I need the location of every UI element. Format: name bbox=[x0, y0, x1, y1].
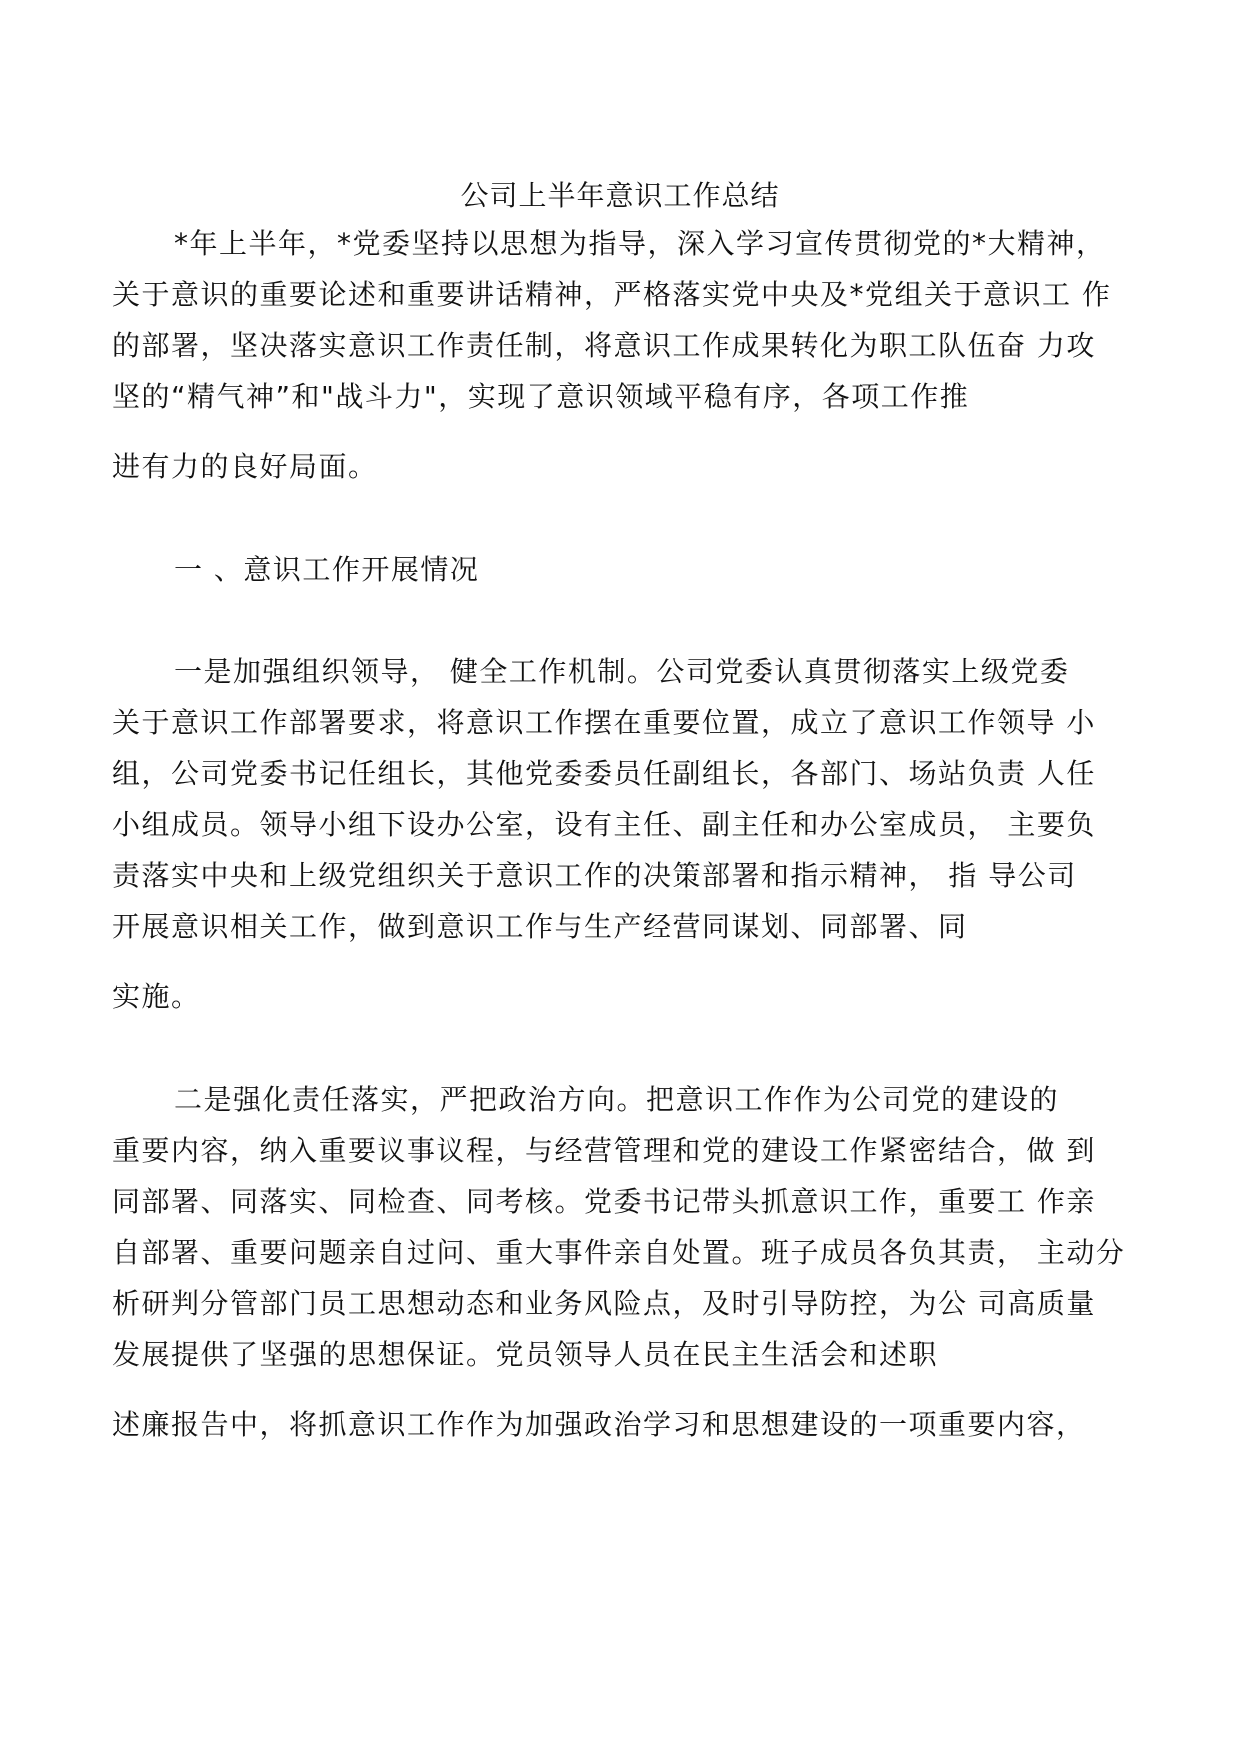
paragraph2-line-3: 同部署、同落实、同检查、同考核。党委书记带头抓意识工作，重要工 作亲 bbox=[112, 1185, 1096, 1218]
paragraph2-line-4: 自部署、重要问题亲自过问、重大事件亲自处置。班子成员各负其责， 主动分 bbox=[112, 1236, 1126, 1269]
paragraph2-line-6: 发展提供了坚强的思想保证。党员领导人员在民主生活会和述职 bbox=[112, 1338, 939, 1371]
intro-line-2: 关于意识的重要论述和重要讲话精神，严格落实党中央及*党组关于意识工 作 bbox=[112, 278, 1112, 311]
intro-line-5: 进有力的良好局面。 bbox=[112, 450, 378, 483]
paragraph2-line-5: 析研判分管部门员工思想动态和业务风险点，及时引导防控，为公 司高质量 bbox=[112, 1287, 1096, 1320]
paragraph1-line-2: 关于意识工作部署要求，将意识工作摆在重要位置，成立了意识工作领导 小 bbox=[112, 706, 1096, 739]
document-title: 公司上半年意识工作总结 bbox=[460, 179, 780, 212]
paragraph2-line-1: 二是强化责任落实，严把政治方向。把意识工作作为公司党的建设的 bbox=[174, 1083, 1060, 1116]
paragraph1-line-7: 实施。 bbox=[112, 980, 201, 1013]
paragraph1-line-5: 责落实中央和上级党组织关于意识工作的决策部署和指示精神， 指 导公司 bbox=[112, 859, 1077, 892]
intro-line-1: *年上半年，*党委坚持以思想为指导，深入学习宣传贯彻党的*大精神， bbox=[174, 227, 1106, 260]
section-heading: 一 、意识工作开展情况 bbox=[174, 553, 480, 586]
paragraph1-line-4: 小组成员。领导小组下设办公室，设有主任、副主任和办公室成员， 主要负 bbox=[112, 808, 1096, 841]
paragraph2-line-7: 述廉报告中，将抓意识工作作为加强政治学习和思想建设的一项重要内容， bbox=[112, 1408, 1086, 1441]
paragraph1-line-1: 一是加强组织领导， 健全工作机制。公司党委认真贯彻落实上级党委 bbox=[174, 655, 1070, 688]
intro-line-3: 的部署，坚决落实意识工作责任制，将意识工作成果转化为职工队伍奋 力攻 bbox=[112, 329, 1096, 362]
paragraph2-line-2: 重要内容，纳入重要议事议程，与经营管理和党的建设工作紧密结合，做 到 bbox=[112, 1134, 1096, 1167]
paragraph1-line-6: 开展意识相关工作，做到意识工作与生产经营同谋划、同部署、同 bbox=[112, 910, 968, 943]
intro-line-4: 坚的“精气神”和"战斗力"，实现了意识领域平稳有序，各项工作推 bbox=[112, 380, 970, 413]
paragraph1-line-3: 组，公司党委书记任组长，其他党委委员任副组长，各部门、场站负责 人任 bbox=[112, 757, 1096, 790]
